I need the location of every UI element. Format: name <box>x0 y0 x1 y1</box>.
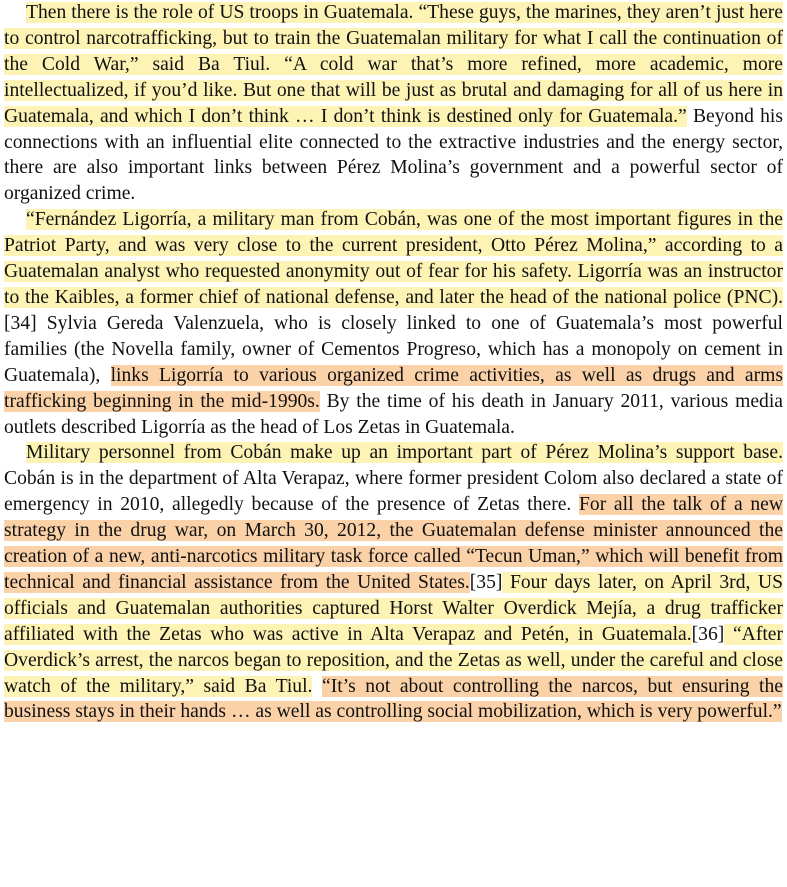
paragraph-2 <box>4 207 783 440</box>
highlighted-text: “Fernández Ligorría, a military man from Cobán, was one of the most important figures in the Patriot Party, and was very close to the current president, Otto Pérez Molina,” according to a Guatemalan analyst who requested anonymity out of fear for his safety. Ligorría was an instructor to the Kaibles, a former chief of national defense, and later the head of the national police (PNC). <box>4 209 783 308</box>
highlighted-text: Military personnel from Cobán make up an important part of Pérez Molina’s support base. <box>26 442 783 464</box>
body-text: Beyond his connections with an influential elite connected to the extractive industries and the energy sector, there are also important links between Pérez Molina’s government and a powerful sector of organized crime. <box>4 105 783 205</box>
highlighted-text: Four days later, on April 3rd, US officials and Guatemalan authorities captured Horst Walter Overdick Mejía, a drug trafficker affiliated with the Zetas who was active in Alta Verapaz and Petén, in Guatemala. <box>4 571 783 645</box>
body-text <box>312 676 322 697</box>
body-text: By the time of his death in January 2011, various media outlets described Ligorría as the head of Los Zetas in Guatemala. <box>4 390 783 438</box>
highlighted-text-orange: “It’s not about controlling the narcos, but ensuring the business stays in their hands … as well as controlling social mobilization, which is very powerful.” <box>4 675 783 723</box>
highlighted-text-orange: links Ligorría to various organized crime activities, as well as drugs and arms trafficking beginning in the mid-1990s. <box>4 364 783 412</box>
paragraph-1 <box>4 0 783 207</box>
paragraph-3 <box>4 440 783 725</box>
footnote-ref-35: [35] <box>469 571 503 593</box>
body-text: Cobán is in the department of Alta Verapaz, where former president Colom also declared a state of emergency in 2010, allegedly because of the presence of Zetas there. <box>4 468 783 516</box>
highlighted-text: “After Overdick’s arrest, the narcos began to reposition, and the Zetas as well, under the careful and close watch of the military,” said Ba Tiul. <box>4 623 784 697</box>
highlighted-text-orange: For all the talk of a new strategy in the drug war, on March 30, 2012, the Guatemalan defense minister announced the creation of a new, anti-narcotics military task force called “Tecun Uman,” which will benefit from technical and financial assistance from the United States. <box>4 494 783 593</box>
footnote-ref-34: [34] Sylvia Gereda Valenzuela, who is closely linked to one of Guatemala’s most powerful families (the Novella family, owner of Cementos Progreso, which has a monopoly on cement in Guatemala), <box>4 312 783 386</box>
highlighted-text: Then there is the role of US troops in Guatemala. “These guys, the marines, they aren’t just here to control narcotrafficking, but to train the Guatemalan military for what I call the continuation of the Cold War,” said Ba Tiul. “A cold war that’s more refined, more academic, more intellectualized, if you’d like. But one that will be just as brutal and damaging for all of us here in Guatemala, and which I don’t think … I don’t think is destined only for Guatemala.” <box>4 2 783 127</box>
footnote-ref-36: [36] <box>691 623 725 645</box>
